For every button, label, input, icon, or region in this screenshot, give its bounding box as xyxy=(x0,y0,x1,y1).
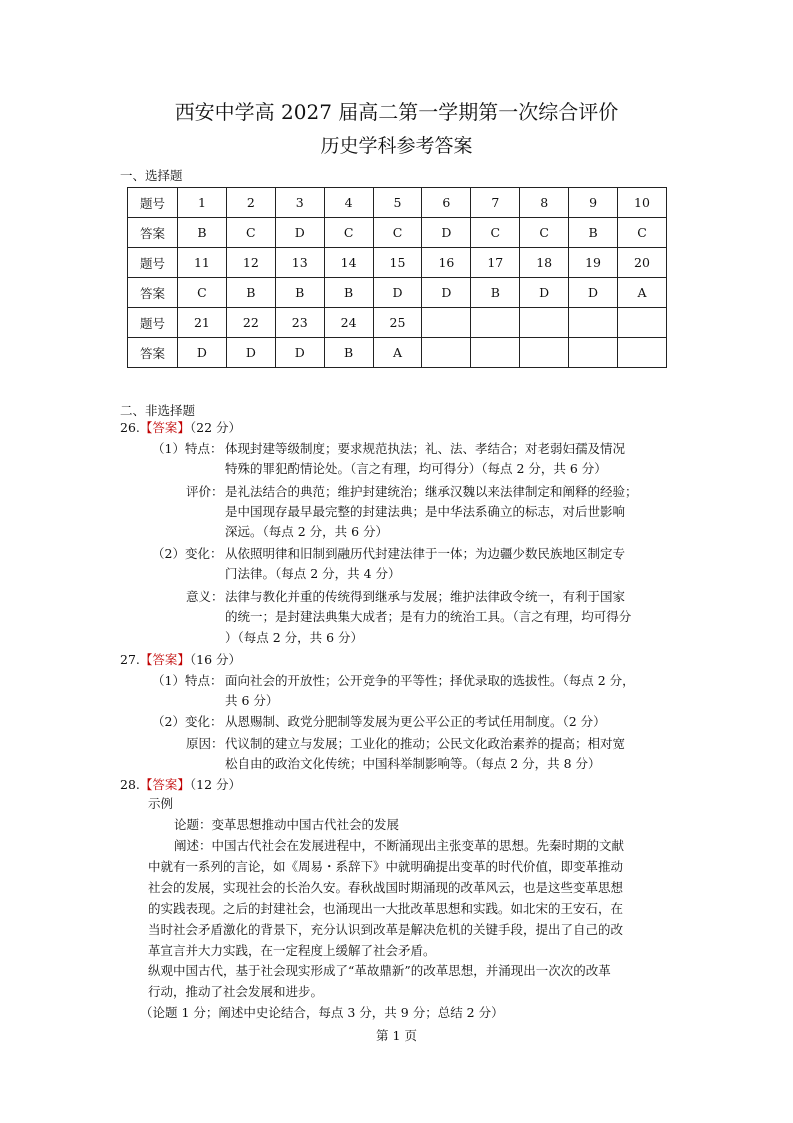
question-number-cell: 7 xyxy=(471,188,520,218)
row-label-question: 题号 xyxy=(128,248,178,278)
q26-number: 26. xyxy=(120,420,140,435)
row-label-question: 题号 xyxy=(128,308,178,338)
q28-body-line: 当时社会矛盾激化的背景下，充分认识到改革是解决危机的关键手段，提出了自己的改 xyxy=(148,922,624,937)
answer-cell: D xyxy=(275,218,324,248)
answer-cell xyxy=(422,338,471,368)
question-number-row xyxy=(128,308,667,338)
answer-cell: D xyxy=(520,278,569,308)
q26-p2b-line2: 的统一；是封建法典集大成者；是有力的统治工具。（言之有理，均可得分 xyxy=(225,609,632,624)
answer-cell: B xyxy=(324,278,373,308)
answer-cell: A xyxy=(618,278,667,308)
question-number-cell: 6 xyxy=(422,188,471,218)
answer-row xyxy=(128,278,667,308)
q26-p1b-line2: 是中国现存最早最完整的封建法典；是中华法系确立的标志，对后世影响 xyxy=(225,504,626,519)
q27-p2-line1: 从恩赐制、政党分肥制等发展为更公平公正的考试任用制度。（2 分） xyxy=(225,714,606,729)
answer-cell: B xyxy=(178,218,227,248)
question-number-cell: 23 xyxy=(275,308,324,338)
question-number-cell: 14 xyxy=(324,248,373,278)
question-number-cell: 16 xyxy=(422,248,471,278)
answer-table xyxy=(127,187,667,368)
question-number-cell: 2 xyxy=(226,188,275,218)
answer-cell: C xyxy=(618,218,667,248)
question-number-cell: 11 xyxy=(178,248,227,278)
answer-cell: C xyxy=(373,218,422,248)
question-number-cell xyxy=(422,308,471,338)
q28-scoring: （论题 1 分；阐述中史论结合，每点 3 分，共 9 分；总结 2 分） xyxy=(140,1005,504,1020)
q26-p1-label: （1）特点： xyxy=(152,441,223,456)
question-number-row xyxy=(128,188,667,218)
q28-answer-tag: 【答案】 xyxy=(139,777,190,792)
q26-header xyxy=(120,420,241,436)
question-number-cell: 1 xyxy=(178,188,227,218)
q27-p2b-line2: 松自由的政治文化传统；中国科举制影响等。（每点 2 分，共 8 分） xyxy=(225,756,601,771)
q26-answer-tag: 【答案】 xyxy=(139,420,190,435)
page-number: 第 1 页 xyxy=(376,1028,417,1043)
q27-score: （16 分） xyxy=(189,652,242,667)
answer-cell: D xyxy=(226,338,275,368)
q26-p2-line1: 从依照明律和旧制到融历代封建法律于一体；为边疆少数民族地区制定专 xyxy=(225,546,626,561)
row-label-answer: 答案 xyxy=(128,278,178,308)
q28-body-line: 的实践表现。之后的封建社会，也涌现出一大批改革思想和实践。如北宋的王安石，在 xyxy=(148,901,624,916)
question-number-cell xyxy=(471,308,520,338)
q26-p1-line1: 体现封建等级制度；要求规范执法；礼、法、孝结合；对老弱妇孺及情况 xyxy=(225,441,626,456)
answer-cell xyxy=(618,338,667,368)
answer-cell: B xyxy=(471,278,520,308)
q28-header xyxy=(120,777,241,793)
answer-cell: D xyxy=(373,278,422,308)
page-title: 西安中学高 2027 届高二第一学期第一次综合评价 xyxy=(174,100,619,124)
q26-p2-label: （2）变化： xyxy=(152,546,223,561)
answer-cell xyxy=(520,338,569,368)
answer-cell: C xyxy=(178,278,227,308)
q26-p1b-line1: 是礼法结合的典范；维护封建统治；继承汉魏以来法律制定和阐释的经验； xyxy=(225,484,638,499)
question-number-cell: 19 xyxy=(569,248,618,278)
question-number-cell: 10 xyxy=(618,188,667,218)
answer-cell: C xyxy=(471,218,520,248)
q27-p1-label: （1）特点： xyxy=(152,673,223,688)
row-label-question: 题号 xyxy=(128,188,178,218)
answer-cell: B xyxy=(569,218,618,248)
q28-body-line: 革宣言并大力实践，在一定程度上缓解了社会矛盾。 xyxy=(148,943,436,958)
question-number-cell: 24 xyxy=(324,308,373,338)
answer-cell: B xyxy=(226,278,275,308)
q27-p2b-label: 原因： xyxy=(186,736,224,751)
section-choice-heading: 一、选择题 xyxy=(120,168,183,183)
row-label-answer: 答案 xyxy=(128,218,178,248)
answer-row xyxy=(128,338,667,368)
answer-cell: D xyxy=(422,218,471,248)
question-number-row xyxy=(128,248,667,278)
question-number-cell: 5 xyxy=(373,188,422,218)
q26-p2b-label: 意义： xyxy=(186,589,224,604)
q26-p1b-line3: 深远。（每点 2 分，共 6 分） xyxy=(225,524,389,539)
q26-p2b-line1: 法律与教化并重的传统得到继承与发展；维护法律政令统一，有利于国家 xyxy=(225,589,626,604)
answer-cell: C xyxy=(520,218,569,248)
question-number-cell: 12 xyxy=(226,248,275,278)
question-number-cell: 4 xyxy=(324,188,373,218)
question-number-cell: 20 xyxy=(618,248,667,278)
q27-p1-line1: 面向社会的开放性；公开竞争的平等性；择优录取的选拔性。（每点 2 分， xyxy=(225,673,635,688)
section-nonchoice-heading: 二、非选择题 xyxy=(120,403,196,418)
q26-p1-line2: 特殊的罪犯酌情论处。（言之有理，均可得分）（每点 2 分，共 6 分） xyxy=(225,461,607,476)
answer-cell: D xyxy=(569,278,618,308)
question-number-cell: 8 xyxy=(520,188,569,218)
question-number-cell xyxy=(618,308,667,338)
question-number-cell xyxy=(520,308,569,338)
q27-header xyxy=(120,652,241,668)
q27-answer-tag: 【答案】 xyxy=(139,652,190,667)
answer-cell xyxy=(569,338,618,368)
question-number-cell: 15 xyxy=(373,248,422,278)
q28-example-label: 示例 xyxy=(148,796,174,811)
question-number-cell: 18 xyxy=(520,248,569,278)
q28-conclusion-line2: 行动，推动了社会发展和进步。 xyxy=(148,984,324,999)
question-number-cell: 25 xyxy=(373,308,422,338)
q27-number: 27. xyxy=(120,652,140,667)
answer-cell: B xyxy=(275,278,324,308)
q28-thesis: 论题：变革思想推动中国古代社会的发展 xyxy=(174,817,400,832)
question-number-cell: 3 xyxy=(275,188,324,218)
q27-p2-label: （2）变化： xyxy=(152,714,223,729)
answer-cell: A xyxy=(373,338,422,368)
answer-cell xyxy=(471,338,520,368)
question-number-cell: 21 xyxy=(178,308,227,338)
row-label-answer: 答案 xyxy=(128,338,178,368)
page-subtitle: 历史学科参考答案 xyxy=(320,135,473,157)
q26-p1b-label: 评价： xyxy=(186,484,224,499)
question-number-cell xyxy=(569,308,618,338)
question-number-cell: 22 xyxy=(226,308,275,338)
q28-score: （12 分） xyxy=(189,777,242,792)
q28-body-line: 中就有一系列的言论，如《周易・系辞下》中就明确提出变革的时代价值，即变革推动 xyxy=(148,859,624,874)
q28-body-line: 社会的发展，实现社会的长治久安。春秋战国时期涌现的改革风云，也是这些变革思想 xyxy=(148,880,624,895)
answer-cell: C xyxy=(324,218,373,248)
answer-cell: D xyxy=(275,338,324,368)
answer-cell: B xyxy=(324,338,373,368)
question-number-cell: 9 xyxy=(569,188,618,218)
answer-cell: D xyxy=(422,278,471,308)
answer-row xyxy=(128,218,667,248)
q26-p2-line2: 门法律。（每点 2 分，共 4 分） xyxy=(225,566,401,581)
q27-p1-line2: 共 6 分） xyxy=(225,693,279,708)
q26-score: （22 分） xyxy=(189,420,242,435)
q26-p2b-line3: ）（每点 2 分，共 6 分） xyxy=(225,630,364,645)
answer-cell: D xyxy=(178,338,227,368)
q27-p2b-line1: 代议制的建立与发展；工业化的推动；公民文化政治素养的提高；相对宽 xyxy=(225,736,626,751)
question-number-cell: 17 xyxy=(471,248,520,278)
answer-cell: C xyxy=(226,218,275,248)
q28-body-line: 阐述：中国古代社会在发展进程中，不断涌现出主张变革的思想。先秦时期的文献 xyxy=(174,838,625,853)
question-number-cell: 13 xyxy=(275,248,324,278)
q28-conclusion-line1: 纵观中国古代，基于社会现实形成了“革故鼎新”的改革思想，并涌现出一次次的改革 xyxy=(148,963,611,978)
q28-number: 28. xyxy=(120,777,140,792)
